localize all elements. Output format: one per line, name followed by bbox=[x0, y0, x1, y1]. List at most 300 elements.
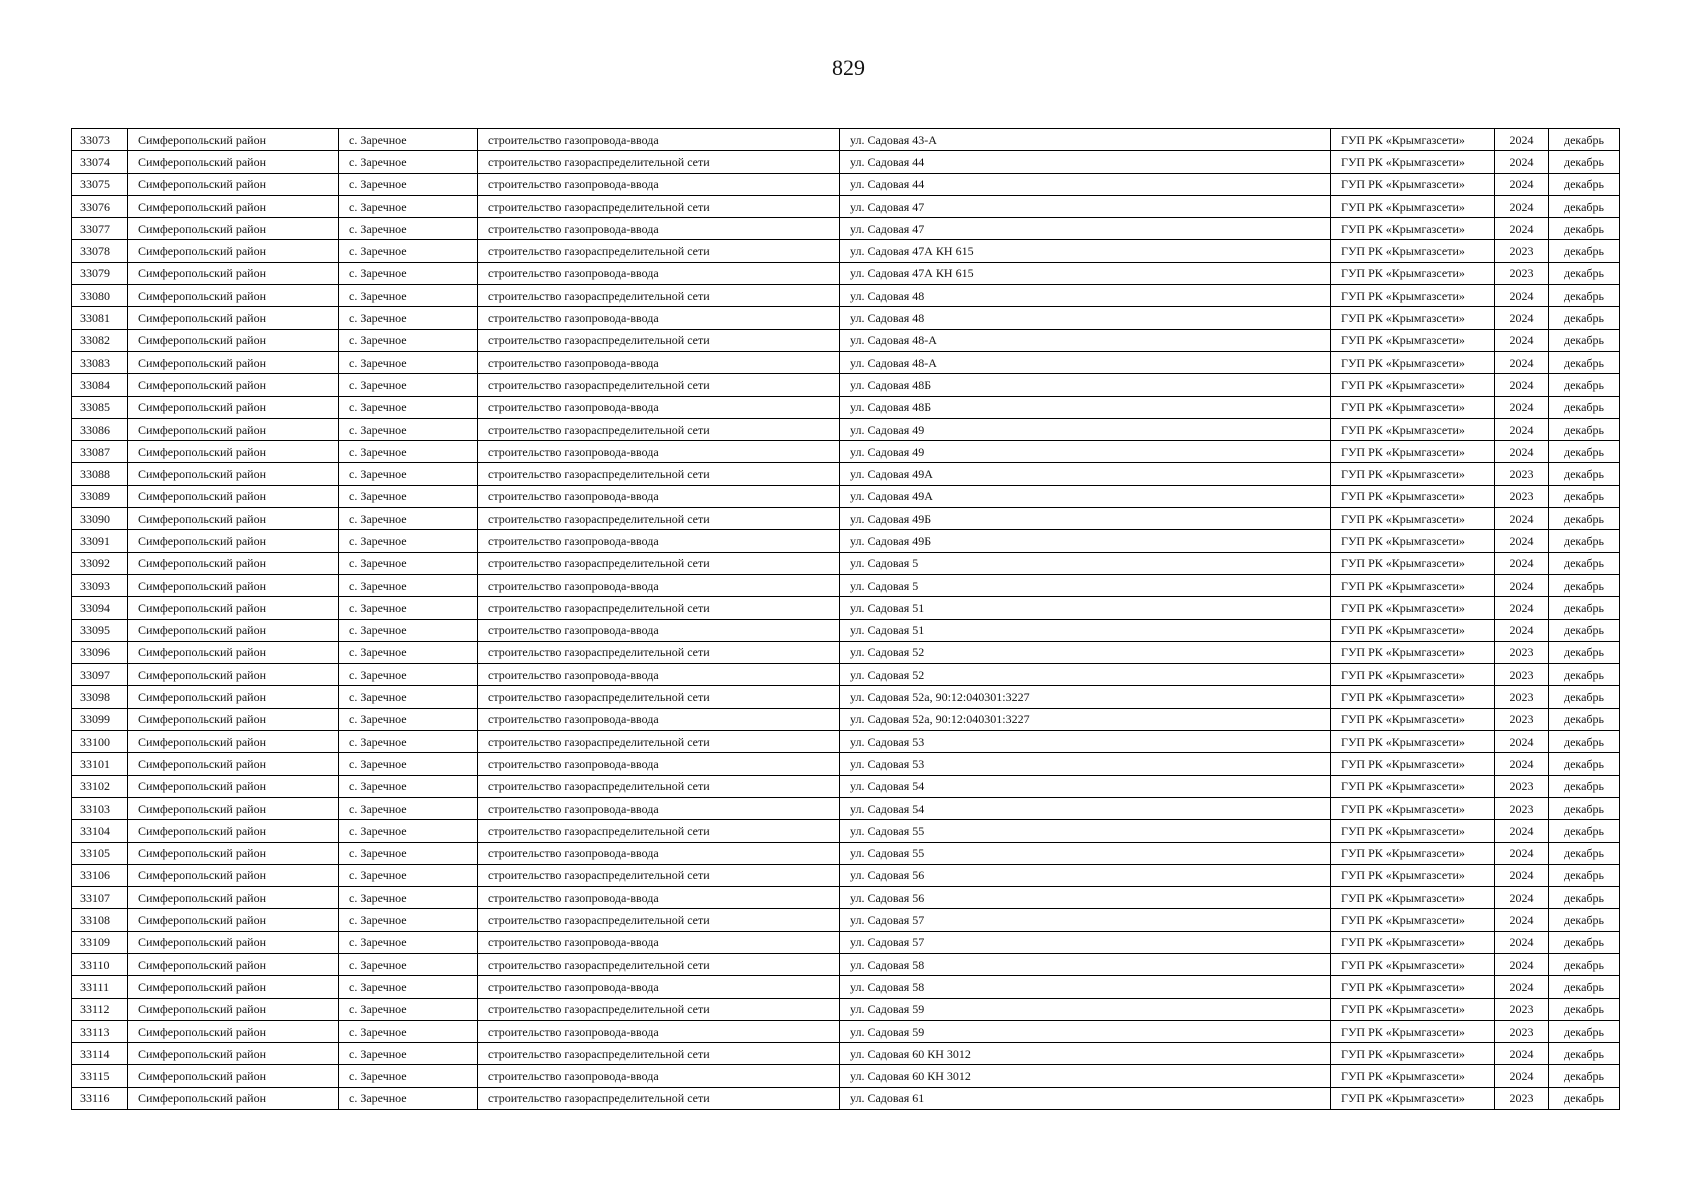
table-row bbox=[72, 641, 1620, 663]
organization-cell: ГУП РК «Крымгазсети» bbox=[1331, 998, 1495, 1020]
year-cell: 2024 bbox=[1495, 285, 1549, 307]
year-cell: 2024 bbox=[1495, 329, 1549, 351]
month-cell: декабрь bbox=[1549, 731, 1620, 753]
record-number-cell: 33075 bbox=[72, 173, 128, 195]
district-cell: Симферопольский район bbox=[128, 1065, 339, 1087]
organization-cell: ГУП РК «Крымгазсети» bbox=[1331, 508, 1495, 530]
address-cell: ул. Садовая 49Б bbox=[840, 508, 1331, 530]
month-cell: декабрь bbox=[1549, 1043, 1620, 1065]
address-cell: ул. Садовая 49 bbox=[840, 418, 1331, 440]
work-type-cell: строительство газораспределительной сети bbox=[478, 1043, 840, 1065]
address-cell: ул. Садовая 60 КН 3012 bbox=[840, 1043, 1331, 1065]
table-row bbox=[72, 864, 1620, 886]
settlement-cell: с. Заречное bbox=[339, 931, 478, 953]
table-row bbox=[72, 329, 1620, 351]
address-cell: ул. Садовая 47А КН 615 bbox=[840, 240, 1331, 262]
organization-cell: ГУП РК «Крымгазсети» bbox=[1331, 485, 1495, 507]
district-cell: Симферопольский район bbox=[128, 753, 339, 775]
address-cell: ул. Садовая 48-А bbox=[840, 351, 1331, 373]
settlement-cell: с. Заречное bbox=[339, 508, 478, 530]
district-cell: Симферопольский район bbox=[128, 463, 339, 485]
district-cell: Симферопольский район bbox=[128, 1087, 339, 1109]
district-cell: Симферопольский район bbox=[128, 909, 339, 931]
district-cell: Симферопольский район bbox=[128, 664, 339, 686]
district-cell: Симферопольский район bbox=[128, 708, 339, 730]
year-cell: 2024 bbox=[1495, 976, 1549, 998]
table-row bbox=[72, 931, 1620, 953]
record-number-cell: 33089 bbox=[72, 485, 128, 507]
month-cell: декабрь bbox=[1549, 508, 1620, 530]
table-row bbox=[72, 842, 1620, 864]
settlement-cell: с. Заречное bbox=[339, 151, 478, 173]
organization-cell: ГУП РК «Крымгазсети» bbox=[1331, 552, 1495, 574]
district-cell: Симферопольский район bbox=[128, 976, 339, 998]
table-row bbox=[72, 1043, 1620, 1065]
year-cell: 2023 bbox=[1495, 262, 1549, 284]
address-cell: ул. Садовая 5 bbox=[840, 552, 1331, 574]
settlement-cell: с. Заречное bbox=[339, 396, 478, 418]
address-cell: ул. Садовая 53 bbox=[840, 753, 1331, 775]
work-type-cell: строительство газораспределительной сети bbox=[478, 953, 840, 975]
month-cell: декабрь bbox=[1549, 931, 1620, 953]
address-cell: ул. Садовая 55 bbox=[840, 842, 1331, 864]
settlement-cell: с. Заречное bbox=[339, 909, 478, 931]
year-cell: 2023 bbox=[1495, 664, 1549, 686]
district-cell: Симферопольский район bbox=[128, 307, 339, 329]
work-type-cell: строительство газораспределительной сети bbox=[478, 998, 840, 1020]
table-row bbox=[72, 195, 1620, 217]
address-cell: ул. Садовая 56 bbox=[840, 887, 1331, 909]
address-cell: ул. Садовая 59 bbox=[840, 1020, 1331, 1042]
settlement-cell: с. Заречное bbox=[339, 820, 478, 842]
work-type-cell: строительство газораспределительной сети bbox=[478, 195, 840, 217]
table-row bbox=[72, 173, 1620, 195]
record-number-cell: 33078 bbox=[72, 240, 128, 262]
organization-cell: ГУП РК «Крымгазсети» bbox=[1331, 129, 1495, 151]
district-cell: Симферопольский район bbox=[128, 262, 339, 284]
work-type-cell: строительство газораспределительной сети bbox=[478, 151, 840, 173]
table-row bbox=[72, 775, 1620, 797]
record-number-cell: 33107 bbox=[72, 887, 128, 909]
organization-cell: ГУП РК «Крымгазсети» bbox=[1331, 797, 1495, 819]
record-number-cell: 33094 bbox=[72, 597, 128, 619]
month-cell: декабрь bbox=[1549, 1065, 1620, 1087]
organization-cell: ГУП РК «Крымгазсети» bbox=[1331, 418, 1495, 440]
settlement-cell: с. Заречное bbox=[339, 129, 478, 151]
district-cell: Симферопольский район bbox=[128, 1020, 339, 1042]
address-cell: ул. Садовая 48 bbox=[840, 307, 1331, 329]
record-number-cell: 33076 bbox=[72, 195, 128, 217]
settlement-cell: с. Заречное bbox=[339, 530, 478, 552]
month-cell: декабрь bbox=[1549, 285, 1620, 307]
address-cell: ул. Садовая 52 bbox=[840, 641, 1331, 663]
settlement-cell: с. Заречное bbox=[339, 1043, 478, 1065]
district-cell: Симферопольский район bbox=[128, 129, 339, 151]
work-type-cell: строительство газопровода-ввода bbox=[478, 664, 840, 686]
record-number-cell: 33090 bbox=[72, 508, 128, 530]
organization-cell: ГУП РК «Крымгазсети» bbox=[1331, 686, 1495, 708]
work-type-cell: строительство газопровода-ввода bbox=[478, 574, 840, 596]
month-cell: декабрь bbox=[1549, 998, 1620, 1020]
address-cell: ул. Садовая 43-А bbox=[840, 129, 1331, 151]
address-cell: ул. Садовая 48Б bbox=[840, 374, 1331, 396]
record-number-cell: 33088 bbox=[72, 463, 128, 485]
organization-cell: ГУП РК «Крымгазсети» bbox=[1331, 173, 1495, 195]
organization-cell: ГУП РК «Крымгазсети» bbox=[1331, 664, 1495, 686]
work-type-cell: строительство газопровода-ввода bbox=[478, 931, 840, 953]
address-cell: ул. Садовая 53 bbox=[840, 731, 1331, 753]
year-cell: 2024 bbox=[1495, 173, 1549, 195]
table-row bbox=[72, 240, 1620, 262]
record-number-cell: 33085 bbox=[72, 396, 128, 418]
settlement-cell: с. Заречное bbox=[339, 285, 478, 307]
settlement-cell: с. Заречное bbox=[339, 797, 478, 819]
month-cell: декабрь bbox=[1549, 374, 1620, 396]
work-type-cell: строительство газопровода-ввода bbox=[478, 129, 840, 151]
year-cell: 2023 bbox=[1495, 998, 1549, 1020]
work-type-cell: строительство газораспределительной сети bbox=[478, 731, 840, 753]
table-row bbox=[72, 351, 1620, 373]
address-cell: ул. Садовая 54 bbox=[840, 797, 1331, 819]
district-cell: Симферопольский район bbox=[128, 418, 339, 440]
record-number-cell: 33081 bbox=[72, 307, 128, 329]
work-type-cell: строительство газопровода-ввода bbox=[478, 351, 840, 373]
table-row bbox=[72, 1065, 1620, 1087]
table-row bbox=[72, 976, 1620, 998]
settlement-cell: с. Заречное bbox=[339, 574, 478, 596]
district-cell: Симферопольский район bbox=[128, 797, 339, 819]
district-cell: Симферопольский район bbox=[128, 485, 339, 507]
year-cell: 2024 bbox=[1495, 731, 1549, 753]
settlement-cell: с. Заречное bbox=[339, 195, 478, 217]
settlement-cell: с. Заречное bbox=[339, 664, 478, 686]
work-type-cell: строительство газораспределительной сети bbox=[478, 374, 840, 396]
district-cell: Симферопольский район bbox=[128, 574, 339, 596]
organization-cell: ГУП РК «Крымгазсети» bbox=[1331, 329, 1495, 351]
month-cell: декабрь bbox=[1549, 775, 1620, 797]
year-cell: 2024 bbox=[1495, 931, 1549, 953]
table-row bbox=[72, 1020, 1620, 1042]
work-type-cell: строительство газораспределительной сети bbox=[478, 909, 840, 931]
year-cell: 2024 bbox=[1495, 574, 1549, 596]
year-cell: 2024 bbox=[1495, 508, 1549, 530]
record-number-cell: 33087 bbox=[72, 441, 128, 463]
address-cell: ул. Садовая 51 bbox=[840, 619, 1331, 641]
record-number-cell: 33098 bbox=[72, 686, 128, 708]
year-cell: 2023 bbox=[1495, 708, 1549, 730]
organization-cell: ГУП РК «Крымгазсети» bbox=[1331, 218, 1495, 240]
table-row bbox=[72, 731, 1620, 753]
district-cell: Симферопольский район bbox=[128, 374, 339, 396]
month-cell: декабрь bbox=[1549, 597, 1620, 619]
address-cell: ул. Садовая 47 bbox=[840, 218, 1331, 240]
work-type-cell: строительство газораспределительной сети bbox=[478, 775, 840, 797]
address-cell: ул. Садовая 49 bbox=[840, 441, 1331, 463]
settlement-cell: с. Заречное bbox=[339, 173, 478, 195]
table-row bbox=[72, 508, 1620, 530]
district-cell: Симферопольский район bbox=[128, 396, 339, 418]
table-row bbox=[72, 218, 1620, 240]
month-cell: декабрь bbox=[1549, 686, 1620, 708]
year-cell: 2024 bbox=[1495, 418, 1549, 440]
work-type-cell: строительство газораспределительной сети bbox=[478, 240, 840, 262]
settlement-cell: с. Заречное bbox=[339, 240, 478, 262]
table-row bbox=[72, 396, 1620, 418]
work-type-cell: строительство газораспределительной сети bbox=[478, 552, 840, 574]
year-cell: 2023 bbox=[1495, 463, 1549, 485]
address-cell: ул. Садовая 52а, 90:12:040301:3227 bbox=[840, 686, 1331, 708]
organization-cell: ГУП РК «Крымгазсети» bbox=[1331, 708, 1495, 730]
address-cell: ул. Садовая 60 КН 3012 bbox=[840, 1065, 1331, 1087]
settlement-cell: с. Заречное bbox=[339, 731, 478, 753]
settlement-cell: с. Заречное bbox=[339, 374, 478, 396]
organization-cell: ГУП РК «Крымгазсети» bbox=[1331, 1087, 1495, 1109]
work-type-cell: строительство газопровода-ввода bbox=[478, 262, 840, 284]
address-cell: ул. Садовая 61 bbox=[840, 1087, 1331, 1109]
table-row bbox=[72, 129, 1620, 151]
year-cell: 2024 bbox=[1495, 441, 1549, 463]
table-row bbox=[72, 463, 1620, 485]
work-type-cell: строительство газораспределительной сети bbox=[478, 463, 840, 485]
settlement-cell: с. Заречное bbox=[339, 619, 478, 641]
work-type-cell: строительство газораспределительной сети bbox=[478, 641, 840, 663]
work-type-cell: строительство газопровода-ввода bbox=[478, 619, 840, 641]
district-cell: Симферопольский район bbox=[128, 151, 339, 173]
month-cell: декабрь bbox=[1549, 864, 1620, 886]
year-cell: 2024 bbox=[1495, 909, 1549, 931]
address-cell: ул. Садовая 57 bbox=[840, 909, 1331, 931]
year-cell: 2024 bbox=[1495, 820, 1549, 842]
address-cell: ул. Садовая 5 bbox=[840, 574, 1331, 596]
month-cell: декабрь bbox=[1549, 976, 1620, 998]
table-row bbox=[72, 909, 1620, 931]
address-cell: ул. Садовая 44 bbox=[840, 151, 1331, 173]
record-number-cell: 33100 bbox=[72, 731, 128, 753]
address-cell: ул. Садовая 49А bbox=[840, 463, 1331, 485]
work-type-cell: строительство газопровода-ввода bbox=[478, 530, 840, 552]
district-cell: Симферопольский район bbox=[128, 195, 339, 217]
table-row bbox=[72, 998, 1620, 1020]
work-type-cell: строительство газопровода-ввода bbox=[478, 842, 840, 864]
address-cell: ул. Садовая 55 bbox=[840, 820, 1331, 842]
table-row bbox=[72, 285, 1620, 307]
address-cell: ул. Садовая 49А bbox=[840, 485, 1331, 507]
work-type-cell: строительство газопровода-ввода bbox=[478, 307, 840, 329]
address-cell: ул. Садовая 57 bbox=[840, 931, 1331, 953]
work-type-cell: строительство газопровода-ввода bbox=[478, 396, 840, 418]
district-cell: Симферопольский район bbox=[128, 887, 339, 909]
table-row bbox=[72, 686, 1620, 708]
work-type-cell: строительство газопровода-ввода bbox=[478, 976, 840, 998]
month-cell: декабрь bbox=[1549, 173, 1620, 195]
month-cell: декабрь bbox=[1549, 619, 1620, 641]
year-cell: 2023 bbox=[1495, 686, 1549, 708]
work-type-cell: строительство газораспределительной сети bbox=[478, 418, 840, 440]
address-cell: ул. Садовая 48-А bbox=[840, 329, 1331, 351]
month-cell: декабрь bbox=[1549, 307, 1620, 329]
settlement-cell: с. Заречное bbox=[339, 976, 478, 998]
organization-cell: ГУП РК «Крымгазсети» bbox=[1331, 842, 1495, 864]
organization-cell: ГУП РК «Крымгазсети» bbox=[1331, 597, 1495, 619]
year-cell: 2024 bbox=[1495, 1043, 1549, 1065]
work-type-cell: строительство газопровода-ввода bbox=[478, 887, 840, 909]
organization-cell: ГУП РК «Крымгазсети» bbox=[1331, 1065, 1495, 1087]
organization-cell: ГУП РК «Крымгазсети» bbox=[1331, 953, 1495, 975]
district-cell: Симферопольский район bbox=[128, 1043, 339, 1065]
table-row bbox=[72, 441, 1620, 463]
work-type-cell: строительство газораспределительной сети bbox=[478, 864, 840, 886]
table-row bbox=[72, 708, 1620, 730]
organization-cell: ГУП РК «Крымгазсети» bbox=[1331, 151, 1495, 173]
organization-cell: ГУП РК «Крымгазсети» bbox=[1331, 530, 1495, 552]
district-cell: Симферопольский район bbox=[128, 285, 339, 307]
table-row bbox=[72, 820, 1620, 842]
settlement-cell: с. Заречное bbox=[339, 887, 478, 909]
record-number-cell: 33097 bbox=[72, 664, 128, 686]
district-cell: Симферопольский район bbox=[128, 775, 339, 797]
record-number-cell: 33096 bbox=[72, 641, 128, 663]
table-row bbox=[72, 485, 1620, 507]
month-cell: декабрь bbox=[1549, 463, 1620, 485]
table-row bbox=[72, 1087, 1620, 1109]
year-cell: 2024 bbox=[1495, 887, 1549, 909]
year-cell: 2023 bbox=[1495, 240, 1549, 262]
register-body bbox=[72, 129, 1620, 1110]
table-row bbox=[72, 574, 1620, 596]
settlement-cell: с. Заречное bbox=[339, 552, 478, 574]
district-cell: Симферопольский район bbox=[128, 597, 339, 619]
month-cell: декабрь bbox=[1549, 664, 1620, 686]
record-number-cell: 33116 bbox=[72, 1087, 128, 1109]
settlement-cell: с. Заречное bbox=[339, 463, 478, 485]
work-type-cell: строительство газораспределительной сети bbox=[478, 329, 840, 351]
table-row bbox=[72, 753, 1620, 775]
year-cell: 2023 bbox=[1495, 775, 1549, 797]
settlement-cell: с. Заречное bbox=[339, 998, 478, 1020]
month-cell: декабрь bbox=[1549, 953, 1620, 975]
table-row bbox=[72, 887, 1620, 909]
year-cell: 2024 bbox=[1495, 864, 1549, 886]
settlement-cell: с. Заречное bbox=[339, 842, 478, 864]
settlement-cell: с. Заречное bbox=[339, 864, 478, 886]
record-number-cell: 33108 bbox=[72, 909, 128, 931]
table-row bbox=[72, 418, 1620, 440]
address-cell: ул. Садовая 58 bbox=[840, 953, 1331, 975]
year-cell: 2024 bbox=[1495, 396, 1549, 418]
settlement-cell: с. Заречное bbox=[339, 953, 478, 975]
month-cell: декабрь bbox=[1549, 240, 1620, 262]
work-type-cell: строительство газопровода-ввода bbox=[478, 708, 840, 730]
record-number-cell: 33112 bbox=[72, 998, 128, 1020]
month-cell: декабрь bbox=[1549, 129, 1620, 151]
address-cell: ул. Садовая 47А КН 615 bbox=[840, 262, 1331, 284]
work-type-cell: строительство газопровода-ввода bbox=[478, 485, 840, 507]
record-number-cell: 33092 bbox=[72, 552, 128, 574]
address-cell: ул. Садовая 49Б bbox=[840, 530, 1331, 552]
year-cell: 2024 bbox=[1495, 218, 1549, 240]
month-cell: декабрь bbox=[1549, 552, 1620, 574]
organization-cell: ГУП РК «Крымгазсети» bbox=[1331, 641, 1495, 663]
organization-cell: ГУП РК «Крымгазсети» bbox=[1331, 396, 1495, 418]
organization-cell: ГУП РК «Крымгазсети» bbox=[1331, 374, 1495, 396]
record-number-cell: 33106 bbox=[72, 864, 128, 886]
table-row bbox=[72, 619, 1620, 641]
district-cell: Симферопольский район bbox=[128, 530, 339, 552]
address-cell: ул. Садовая 56 bbox=[840, 864, 1331, 886]
district-cell: Симферопольский район bbox=[128, 686, 339, 708]
month-cell: декабрь bbox=[1549, 708, 1620, 730]
table-row bbox=[72, 597, 1620, 619]
record-number-cell: 33099 bbox=[72, 708, 128, 730]
settlement-cell: с. Заречное bbox=[339, 351, 478, 373]
year-cell: 2024 bbox=[1495, 619, 1549, 641]
year-cell: 2024 bbox=[1495, 129, 1549, 151]
table-row bbox=[72, 797, 1620, 819]
district-cell: Симферопольский район bbox=[128, 998, 339, 1020]
organization-cell: ГУП РК «Крымгазсети» bbox=[1331, 195, 1495, 217]
work-type-cell: строительство газораспределительной сети bbox=[478, 597, 840, 619]
work-type-cell: строительство газопровода-ввода bbox=[478, 173, 840, 195]
month-cell: декабрь bbox=[1549, 820, 1620, 842]
record-number-cell: 33095 bbox=[72, 619, 128, 641]
record-number-cell: 33086 bbox=[72, 418, 128, 440]
settlement-cell: с. Заречное bbox=[339, 1020, 478, 1042]
record-number-cell: 33093 bbox=[72, 574, 128, 596]
address-cell: ул. Садовая 52а, 90:12:040301:3227 bbox=[840, 708, 1331, 730]
record-number-cell: 33073 bbox=[72, 129, 128, 151]
work-type-cell: строительство газопровода-ввода bbox=[478, 218, 840, 240]
settlement-cell: с. Заречное bbox=[339, 597, 478, 619]
settlement-cell: с. Заречное bbox=[339, 641, 478, 663]
record-number-cell: 33105 bbox=[72, 842, 128, 864]
record-number-cell: 33084 bbox=[72, 374, 128, 396]
work-type-cell: строительство газораспределительной сети bbox=[478, 508, 840, 530]
table-row bbox=[72, 262, 1620, 284]
organization-cell: ГУП РК «Крымгазсети» bbox=[1331, 1020, 1495, 1042]
table-row bbox=[72, 664, 1620, 686]
register-table bbox=[71, 128, 1620, 1110]
month-cell: декабрь bbox=[1549, 641, 1620, 663]
record-number-cell: 33080 bbox=[72, 285, 128, 307]
settlement-cell: с. Заречное bbox=[339, 218, 478, 240]
table-row bbox=[72, 953, 1620, 975]
record-number-cell: 33091 bbox=[72, 530, 128, 552]
month-cell: декабрь bbox=[1549, 218, 1620, 240]
settlement-cell: с. Заречное bbox=[339, 1065, 478, 1087]
organization-cell: ГУП РК «Крымгазсети» bbox=[1331, 262, 1495, 284]
organization-cell: ГУП РК «Крымгазсети» bbox=[1331, 731, 1495, 753]
address-cell: ул. Садовая 51 bbox=[840, 597, 1331, 619]
record-number-cell: 33102 bbox=[72, 775, 128, 797]
record-number-cell: 33101 bbox=[72, 753, 128, 775]
record-number-cell: 33110 bbox=[72, 953, 128, 975]
organization-cell: ГУП РК «Крымгазсети» bbox=[1331, 753, 1495, 775]
address-cell: ул. Садовая 47 bbox=[840, 195, 1331, 217]
address-cell: ул. Садовая 54 bbox=[840, 775, 1331, 797]
district-cell: Симферопольский район bbox=[128, 218, 339, 240]
address-cell: ул. Садовая 44 bbox=[840, 173, 1331, 195]
address-cell: ул. Садовая 59 bbox=[840, 998, 1331, 1020]
record-number-cell: 33074 bbox=[72, 151, 128, 173]
district-cell: Симферопольский район bbox=[128, 953, 339, 975]
month-cell: декабрь bbox=[1549, 574, 1620, 596]
district-cell: Симферопольский район bbox=[128, 441, 339, 463]
year-cell: 2023 bbox=[1495, 1020, 1549, 1042]
record-number-cell: 33114 bbox=[72, 1043, 128, 1065]
organization-cell: ГУП РК «Крымгазсети» bbox=[1331, 775, 1495, 797]
year-cell: 2024 bbox=[1495, 1065, 1549, 1087]
work-type-cell: строительство газораспределительной сети bbox=[478, 820, 840, 842]
